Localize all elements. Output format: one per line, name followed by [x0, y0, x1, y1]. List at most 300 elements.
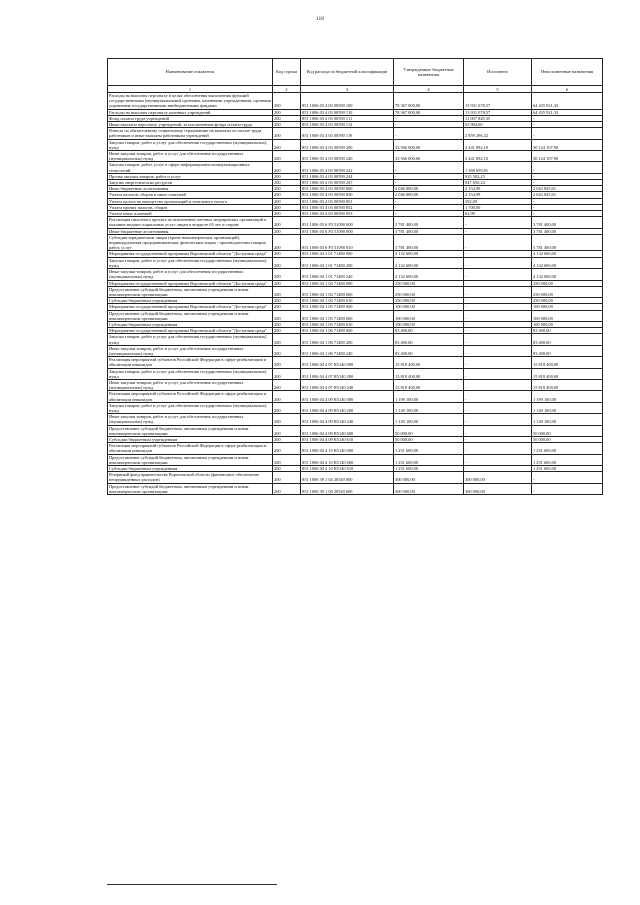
- row-executed: -: [464, 425, 532, 436]
- row-approved: 100 000,00: [394, 321, 464, 327]
- row-kbk: 851 1006 39 1 04 20540 000: [301, 472, 394, 483]
- row-kbk: 851 1006 04 1 06 71480 200: [301, 334, 394, 345]
- row-executed: -: [464, 357, 532, 368]
- row-approved: 3 781 400,00: [394, 234, 464, 251]
- row-name: Иные закупки товаров, работ и услуг для обеспечения государственных (муниципальных) нужд: [108, 151, 273, 162]
- row-unexecuted: 1 199 100,00: [532, 391, 603, 402]
- row-kbk: 851 1006 04 1 01 71480 000: [301, 251, 394, 257]
- row-unexecuted: 50 000,00: [532, 436, 603, 442]
- row-kbk: 851 1006 04 1 01 71480 240: [301, 269, 394, 280]
- row-executed: -: [464, 251, 532, 257]
- row-approved: 3 781 400,00: [394, 228, 464, 234]
- row-kbk: 851 1006 04 1 04 71480 610: [301, 298, 394, 304]
- row-unexecuted: 64 435 921,33: [532, 93, 603, 110]
- row-kbk: 851 1006 03 4 03 00590 853: [301, 211, 394, 217]
- table-row: [108, 402, 603, 413]
- row-unexecuted: 3 781 400,00: [532, 217, 603, 228]
- row-code: 200: [273, 180, 301, 186]
- row-code: 200: [273, 391, 301, 402]
- row-kbk: 851 1006 39 1 04 20540 600: [301, 483, 394, 494]
- row-unexecuted: 15 818 400,00: [532, 379, 603, 390]
- table-row: [108, 139, 603, 150]
- row-kbk: 851 1006 04 1 05 71480 600: [301, 310, 394, 321]
- row-code: 200: [273, 368, 301, 379]
- row-unexecuted: 3 781 400,00: [532, 234, 603, 251]
- row-approved: 250 000,00: [394, 298, 464, 304]
- row-approved: -: [394, 128, 464, 139]
- row-code: 200: [273, 286, 301, 297]
- row-name: Закупка товаров, работ и услуг для обеспечения государственных (муниципальных) нужд: [108, 334, 273, 345]
- row-executed: -: [464, 304, 532, 310]
- row-executed: -: [464, 269, 532, 280]
- row-code: 200: [273, 425, 301, 436]
- row-name: Субсидии бюджетным учреждениям: [108, 298, 273, 304]
- row-executed: -: [464, 298, 532, 304]
- row-code: 200: [273, 162, 301, 173]
- row-approved: 1 251 600,00: [394, 443, 464, 454]
- row-kbk: 851 1006 04 1 06 71480 240: [301, 345, 394, 356]
- row-unexecuted: -: [532, 483, 603, 494]
- row-kbk: 851 1006 04 1 06 71480 000: [301, 328, 394, 334]
- row-code: 200: [273, 334, 301, 345]
- column-index: 4: [394, 86, 464, 93]
- row-approved: 50 000,00: [394, 425, 464, 436]
- row-code: 200: [273, 109, 301, 115]
- row-unexecuted: -: [532, 204, 603, 210]
- row-name: Фонд оплаты труда учреждений: [108, 115, 273, 121]
- row-kbk: 851 1006 04 4 10 R5140 000: [301, 443, 394, 454]
- table-row: [108, 379, 603, 390]
- row-executed: 3 441 892,10: [464, 151, 532, 162]
- row-executed: 11 007 828,35: [464, 115, 532, 121]
- row-unexecuted: 2 043 845,01: [532, 186, 603, 192]
- row-code: 200: [273, 93, 301, 110]
- row-name: Реализация мероприятий субъектов Российской Федерации в сфере реабилитации и абилитации инвалидов: [108, 357, 273, 368]
- row-executed: -: [464, 466, 532, 472]
- row-approved: 1 251 600,00: [394, 466, 464, 472]
- row-kbk: 851 1006 03 4 03 00590 800: [301, 186, 394, 192]
- row-executed: -: [464, 443, 532, 454]
- row-name: Уплата налогов, сборов и иных платежей: [108, 192, 273, 198]
- row-unexecuted: 50 000,00: [532, 425, 603, 436]
- row-code: 200: [273, 345, 301, 356]
- row-approved: 15 818 400,00: [394, 379, 464, 390]
- row-kbk: 851 1006 03 4 03 00590 247: [301, 180, 394, 186]
- row-executed: 62,99: [464, 211, 532, 217]
- column-header-approved: Утвержденные бюджетные назначения: [394, 59, 464, 86]
- row-kbk: 851 1006 03 4 03 00590 242: [301, 162, 394, 173]
- row-name: Субсидии юридическим лицам (кроме некоммерческих организаций), индивидуальным предпринимателям, физическим лицам - производителям товаров, работ, услуг: [108, 234, 273, 251]
- row-code: 200: [273, 186, 301, 192]
- row-unexecuted: 30 124 107,90: [532, 151, 603, 162]
- table-row: [108, 93, 603, 110]
- table-row: [108, 310, 603, 321]
- row-executed: 947 650,24: [464, 180, 532, 186]
- row-name: Уплата иных платежей: [108, 211, 273, 217]
- row-executed: 300 000,00: [464, 483, 532, 494]
- row-approved: 100 000,00: [394, 304, 464, 310]
- row-name: Иные закупки товаров, работ и услуг для обеспечения государственных (муниципальных) нужд: [108, 345, 273, 356]
- table-row: [108, 151, 603, 162]
- table-row: [108, 217, 603, 228]
- row-name: Закупка товаров, работ и услуг для обеспечения государственных (муниципальных) нужд: [108, 402, 273, 413]
- row-unexecuted: 15 818 400,00: [532, 368, 603, 379]
- row-code: 200: [273, 228, 301, 234]
- row-unexecuted: -: [532, 128, 603, 139]
- row-code: 200: [273, 483, 301, 494]
- budget-execution-table: [107, 58, 603, 495]
- row-executed: -: [464, 454, 532, 465]
- row-executed: -: [464, 280, 532, 286]
- row-kbk: 851 1006 03 4 03 00590 852: [301, 204, 394, 210]
- row-name: Закупка товаров, работ и услуг для обеспечения государственных (муниципальных) нужд: [108, 257, 273, 268]
- row-code: 200: [273, 173, 301, 179]
- row-code: 200: [273, 310, 301, 321]
- row-code: 200: [273, 139, 301, 150]
- table-row: [108, 257, 603, 268]
- row-kbk: 851 1006 03 4 03 00590 112: [301, 122, 394, 128]
- row-executed: -: [464, 334, 532, 345]
- row-approved: 83 400,00: [394, 328, 464, 334]
- row-code: 200: [273, 122, 301, 128]
- row-unexecuted: 1 149 100,00: [532, 402, 603, 413]
- row-kbk: 851 1006 03 4 03 00590 240: [301, 151, 394, 162]
- row-executed: -: [464, 391, 532, 402]
- row-name: Субсидии бюджетным учреждениям: [108, 321, 273, 327]
- row-unexecuted: 4 132 600,00: [532, 257, 603, 268]
- row-executed: -: [464, 402, 532, 413]
- row-executed: -: [464, 228, 532, 234]
- row-approved: 300 000,00: [394, 483, 464, 494]
- table-row: [108, 368, 603, 379]
- row-kbk: 851 1006 04 4 09 R5140 610: [301, 436, 394, 442]
- row-executed: 300 000,00: [464, 472, 532, 483]
- row-code: 200: [273, 328, 301, 334]
- row-code: 200: [273, 357, 301, 368]
- row-unexecuted: -: [532, 162, 603, 173]
- row-name: Прочая закупка товаров, работ и услуг: [108, 173, 273, 179]
- row-name: Мероприятия государственной программы Воронежской области "Доступная среда": [108, 328, 273, 334]
- row-kbk: 851 1006 03 4 03 00590 100: [301, 93, 394, 110]
- row-code: 200: [273, 257, 301, 268]
- column-header-executed: Исполнено: [464, 59, 532, 86]
- column-index: 3: [301, 86, 394, 93]
- column-header-name: Наименование показателя: [108, 59, 273, 86]
- row-executed: 2 859 296,32: [464, 128, 532, 139]
- row-kbk: 851 1006 04 4 10 R5140 600: [301, 454, 394, 465]
- row-approved: -: [394, 204, 464, 210]
- row-name: Уплата налога на имущество организаций и земельного налога: [108, 198, 273, 204]
- row-unexecuted: 100 000,00: [532, 304, 603, 310]
- row-approved: 33 566 000,00: [394, 151, 464, 162]
- row-approved: 83 400,00: [394, 334, 464, 345]
- row-unexecuted: 250 000,00: [532, 298, 603, 304]
- row-executed: -: [464, 234, 532, 251]
- row-approved: 50 000,00: [394, 436, 464, 442]
- column-header-unexecuted: Неисполненные назначения: [532, 59, 603, 86]
- row-unexecuted: 1 251 600,00: [532, 454, 603, 465]
- column-header-kbk: Код расхода по бюджетной классификации: [301, 59, 394, 86]
- row-executed: -: [464, 286, 532, 297]
- table-row: [108, 128, 603, 139]
- row-name: Предоставление субсидий бюджетным, автономным учреждениям и иным некоммерческим организациям: [108, 310, 273, 321]
- row-approved: -: [394, 122, 464, 128]
- table-row: [108, 334, 603, 345]
- row-unexecuted: 1 251 600,00: [532, 443, 603, 454]
- row-kbk: 851 1006 03 4 03 00590 244: [301, 173, 394, 179]
- row-approved: 3 781 400,00: [394, 217, 464, 228]
- row-approved: 250 000,00: [394, 286, 464, 297]
- table-row: [108, 454, 603, 465]
- column-index: 5: [464, 86, 532, 93]
- row-name: Субсидии бюджетным учреждениям: [108, 436, 273, 442]
- row-executed: -: [464, 379, 532, 390]
- row-executed: 2 154,99: [464, 186, 532, 192]
- row-executed: -: [464, 321, 532, 327]
- row-kbk: 851 1006 03 6 P3 51090 810: [301, 234, 394, 251]
- row-approved: 2 046 000,00: [394, 192, 464, 198]
- row-approved: 83 400,00: [394, 345, 464, 356]
- row-kbk: 851 1006 04 4 10 R5140 610: [301, 466, 394, 472]
- row-unexecuted: 83 400,00: [532, 334, 603, 345]
- row-code: 200: [273, 414, 301, 425]
- row-approved: 15 818 400,00: [394, 368, 464, 379]
- row-approved: -: [394, 173, 464, 179]
- row-kbk: 851 1006 03 4 03 00590 200: [301, 139, 394, 150]
- row-approved: -: [394, 162, 464, 173]
- row-code: 200: [273, 454, 301, 465]
- row-unexecuted: 3 781 400,00: [532, 228, 603, 234]
- row-executed: 3 441 892,10: [464, 139, 532, 150]
- row-name: Расходы на выплаты персоналу казенных учреждений: [108, 109, 273, 115]
- row-name: Предоставление субсидий бюджетным, автономным учреждениям и иным некоммерческим организациям: [108, 425, 273, 436]
- row-approved: 4 132 600,00: [394, 251, 464, 257]
- row-code: 200: [273, 436, 301, 442]
- row-kbk: 851 1006 03 4 03 00590 850: [301, 192, 394, 198]
- row-approved: 78 367 000,00: [394, 93, 464, 110]
- table-row: [108, 443, 603, 454]
- row-approved: -: [394, 211, 464, 217]
- row-name: Мероприятия государственной программы Воронежской области "Доступная среда": [108, 280, 273, 286]
- row-approved: -: [394, 180, 464, 186]
- row-name: Иные бюджетные ассигнования: [108, 186, 273, 192]
- row-kbk: 851 1006 04 4 07 R5140 000: [301, 357, 394, 368]
- row-executed: -: [464, 345, 532, 356]
- row-unexecuted: 83 400,00: [532, 328, 603, 334]
- row-approved: 78 367 000,00: [394, 109, 464, 115]
- table-row: [108, 234, 603, 251]
- row-code: 200: [273, 304, 301, 310]
- row-executed: 63 904,00: [464, 122, 532, 128]
- row-unexecuted: 100 000,00: [532, 310, 603, 321]
- row-unexecuted: 4 132 600,00: [532, 269, 603, 280]
- row-name: Иные бюджетные ассигнования: [108, 228, 273, 234]
- row-name: Реализация мероприятий субъектов Российской Федерации в сфере реабилитации и абилитации инвалидов: [108, 443, 273, 454]
- row-kbk: 851 1006 04 1 05 71480 000: [301, 304, 394, 310]
- row-executed: -: [464, 217, 532, 228]
- row-kbk: 851 1006 04 1 05 71480 610: [301, 321, 394, 327]
- column-index: 6: [532, 86, 603, 93]
- row-code: 200: [273, 151, 301, 162]
- row-name: Предоставление субсидий бюджетным, автономным учреждениям и иным некоммерческим организациям: [108, 483, 273, 494]
- row-code: 200: [273, 198, 301, 204]
- row-code: 200: [273, 298, 301, 304]
- row-approved: 1 149 100,00: [394, 402, 464, 413]
- table-body: [108, 93, 603, 495]
- row-unexecuted: -: [532, 173, 603, 179]
- table-row: [108, 483, 603, 494]
- row-unexecuted: 83 400,00: [532, 345, 603, 356]
- row-approved: 1 199 100,00: [394, 391, 464, 402]
- row-executed: -: [464, 414, 532, 425]
- row-executed: 925 582,25: [464, 173, 532, 179]
- row-kbk: 851 1006 03 6 P3 51090 000: [301, 217, 394, 228]
- row-name: Реализация пилотного проекта по вовлечению частных медицинских организаций в оказание медико-социальных услуг лицам в возрасте 65 лет и старше: [108, 217, 273, 228]
- row-approved: 250 000,00: [394, 280, 464, 286]
- row-approved: 2 046 000,00: [394, 186, 464, 192]
- row-executed: -: [464, 257, 532, 268]
- row-kbk: 851 1006 03 4 03 00590 110: [301, 109, 394, 115]
- table-row: [108, 414, 603, 425]
- row-kbk: 851 1006 03 4 03 00590 851: [301, 198, 394, 204]
- row-executed: -: [464, 328, 532, 334]
- row-executed: 392,00: [464, 198, 532, 204]
- row-name: Мероприятия государственной программы Воронежской области "Доступная среда": [108, 251, 273, 257]
- row-kbk: 851 1006 04 4 07 R5140 240: [301, 379, 394, 390]
- row-unexecuted: -: [532, 211, 603, 217]
- row-approved: 1 149 100,00: [394, 414, 464, 425]
- row-kbk: 851 1006 04 4 09 R5140 200: [301, 402, 394, 413]
- row-kbk: 851 1006 04 1 01 71480 200: [301, 257, 394, 268]
- row-unexecuted: 1 251 600,00: [532, 466, 603, 472]
- row-unexecuted: 64 435 921,33: [532, 109, 603, 115]
- row-kbk: 851 1006 04 1 04 71480 000: [301, 280, 394, 286]
- row-name: Предоставление субсидий бюджетным, автономным учреждениям и иным некоммерческим организациям: [108, 454, 273, 465]
- row-code: 200: [273, 280, 301, 286]
- column-index: 1: [108, 86, 273, 93]
- row-code: 200: [273, 269, 301, 280]
- footer-rule: [107, 884, 277, 885]
- row-unexecuted: 250 000,00: [532, 286, 603, 297]
- row-code: 200: [273, 443, 301, 454]
- row-approved: 4 132 600,00: [394, 269, 464, 280]
- row-name: Мероприятия государственной программы Воронежской области "Доступная среда": [108, 304, 273, 310]
- row-kbk: 851 1006 04 4 07 R5140 200: [301, 368, 394, 379]
- row-kbk: 851 1006 04 4 09 R5140 240: [301, 414, 394, 425]
- table-row: [108, 391, 603, 402]
- page-number: 118: [315, 16, 325, 22]
- row-unexecuted: 4 132 600,00: [532, 251, 603, 257]
- row-code: 200: [273, 402, 301, 413]
- row-executed: 2 154,99: [464, 192, 532, 198]
- row-code: 200: [273, 234, 301, 251]
- row-name: Иные выплаты персоналу учреждений, за исключением фонда оплаты труда: [108, 122, 273, 128]
- row-unexecuted: -: [532, 472, 603, 483]
- row-approved: 33 566 000,00: [394, 139, 464, 150]
- row-name: Иные закупки товаров, работ и услуг для обеспечения государственных (муниципальных) нужд: [108, 414, 273, 425]
- row-code: 200: [273, 128, 301, 139]
- table-row: [108, 345, 603, 356]
- row-name: Закупка товаров, работ, услуг в сфере информационно-коммуникационных технологий: [108, 162, 273, 173]
- row-unexecuted: -: [532, 122, 603, 128]
- row-name: Иные закупки товаров, работ и услуг для обеспечения государственных (муниципальных) нужд: [108, 269, 273, 280]
- row-code: 200: [273, 321, 301, 327]
- column-index: 2: [273, 86, 301, 93]
- row-kbk: 851 1006 03 4 03 00590 119: [301, 128, 394, 139]
- row-name: Предоставление субсидий бюджетным, автономным учреждениям и иным некоммерческим организациям: [108, 286, 273, 297]
- row-kbk: 851 1006 04 1 04 71480 600: [301, 286, 394, 297]
- row-approved: 300 000,00: [394, 472, 464, 483]
- row-code: 200: [273, 204, 301, 210]
- row-executed: -: [464, 368, 532, 379]
- row-code: 200: [273, 192, 301, 198]
- row-approved: 100 000,00: [394, 310, 464, 321]
- row-code: 200: [273, 211, 301, 217]
- row-name: Взносы по обязательному социальному страхованию на выплаты по оплате труда работников и иные выплаты работникам учреждений: [108, 128, 273, 139]
- table-row: [108, 286, 603, 297]
- row-name: Закупка товаров, работ и услуг для обеспечения государственных (муниципальных) нужд: [108, 368, 273, 379]
- row-approved: -: [394, 115, 464, 121]
- row-executed: 13 931 078,57: [464, 93, 532, 110]
- row-code: 200: [273, 466, 301, 472]
- row-code: 200: [273, 251, 301, 257]
- column-index-row: [108, 86, 603, 93]
- row-name: Субсидии бюджетным учреждениям: [108, 466, 273, 472]
- row-kbk: 851 1006 04 4 09 R5140 600: [301, 425, 394, 436]
- row-unexecuted: 2 043 845,01: [532, 192, 603, 198]
- row-executed: -: [464, 310, 532, 321]
- row-kbk: 851 1006 03 6 P3 51090 800: [301, 228, 394, 234]
- row-executed: 1 368 659,81: [464, 162, 532, 173]
- row-unexecuted: -: [532, 180, 603, 186]
- row-executed: -: [464, 436, 532, 442]
- table-row: [108, 357, 603, 368]
- row-code: 200: [273, 115, 301, 121]
- row-unexecuted: 250 000,00: [532, 280, 603, 286]
- table-row: [108, 472, 603, 483]
- row-name: Резервный фонд правительства Воронежской области (финансовое обеспечение непредвиденных расходов): [108, 472, 273, 483]
- row-approved: 15 818 400,00: [394, 357, 464, 368]
- row-executed: 1 700,00: [464, 204, 532, 210]
- row-name: Закупка товаров, работ и услуг для обеспечения государственных (муниципальных) нужд: [108, 139, 273, 150]
- row-code: 200: [273, 379, 301, 390]
- row-name: Закупка энергетических ресурсов: [108, 180, 273, 186]
- column-header-code: Код строки: [273, 59, 301, 86]
- row-unexecuted: 30 124 107,90: [532, 139, 603, 150]
- table-row: [108, 269, 603, 280]
- row-kbk: 851 1006 04 4 09 R5140 000: [301, 391, 394, 402]
- row-executed: 13 931 078,57: [464, 109, 532, 115]
- table-row: [108, 162, 603, 173]
- row-unexecuted: 1 149 100,00: [532, 414, 603, 425]
- row-code: 200: [273, 472, 301, 483]
- row-name: Расходы на выплаты персоналу в целях обеспечения выполнения функций государственными (муниципальными) органами, казенными учреждениями, органами управления государственными внебюджетными фондами: [109, 93, 271, 109]
- row-approved: -: [394, 198, 464, 204]
- row-name: Реализация мероприятий субъектов Российской Федерации в сфере реабилитации и абилитации инвалидов: [108, 391, 273, 402]
- row-unexecuted: -: [532, 115, 603, 121]
- row-unexecuted: 100 000,00: [532, 321, 603, 327]
- row-approved: 1 251 600,00: [394, 454, 464, 465]
- table-header-row: [108, 59, 603, 86]
- row-unexecuted: 15 818 400,00: [532, 357, 603, 368]
- row-approved: 4 132 600,00: [394, 257, 464, 268]
- row-name: Уплата прочих налогов, сборов: [108, 204, 273, 210]
- table-row: [108, 425, 603, 436]
- row-unexecuted: -: [532, 198, 603, 204]
- row-code: 200: [273, 217, 301, 228]
- row-kbk: 851 1006 03 4 03 00590 111: [301, 115, 394, 121]
- row-name: Иные закупки товаров, работ и услуг для обеспечения государственных (муниципальных) нужд: [108, 379, 273, 390]
